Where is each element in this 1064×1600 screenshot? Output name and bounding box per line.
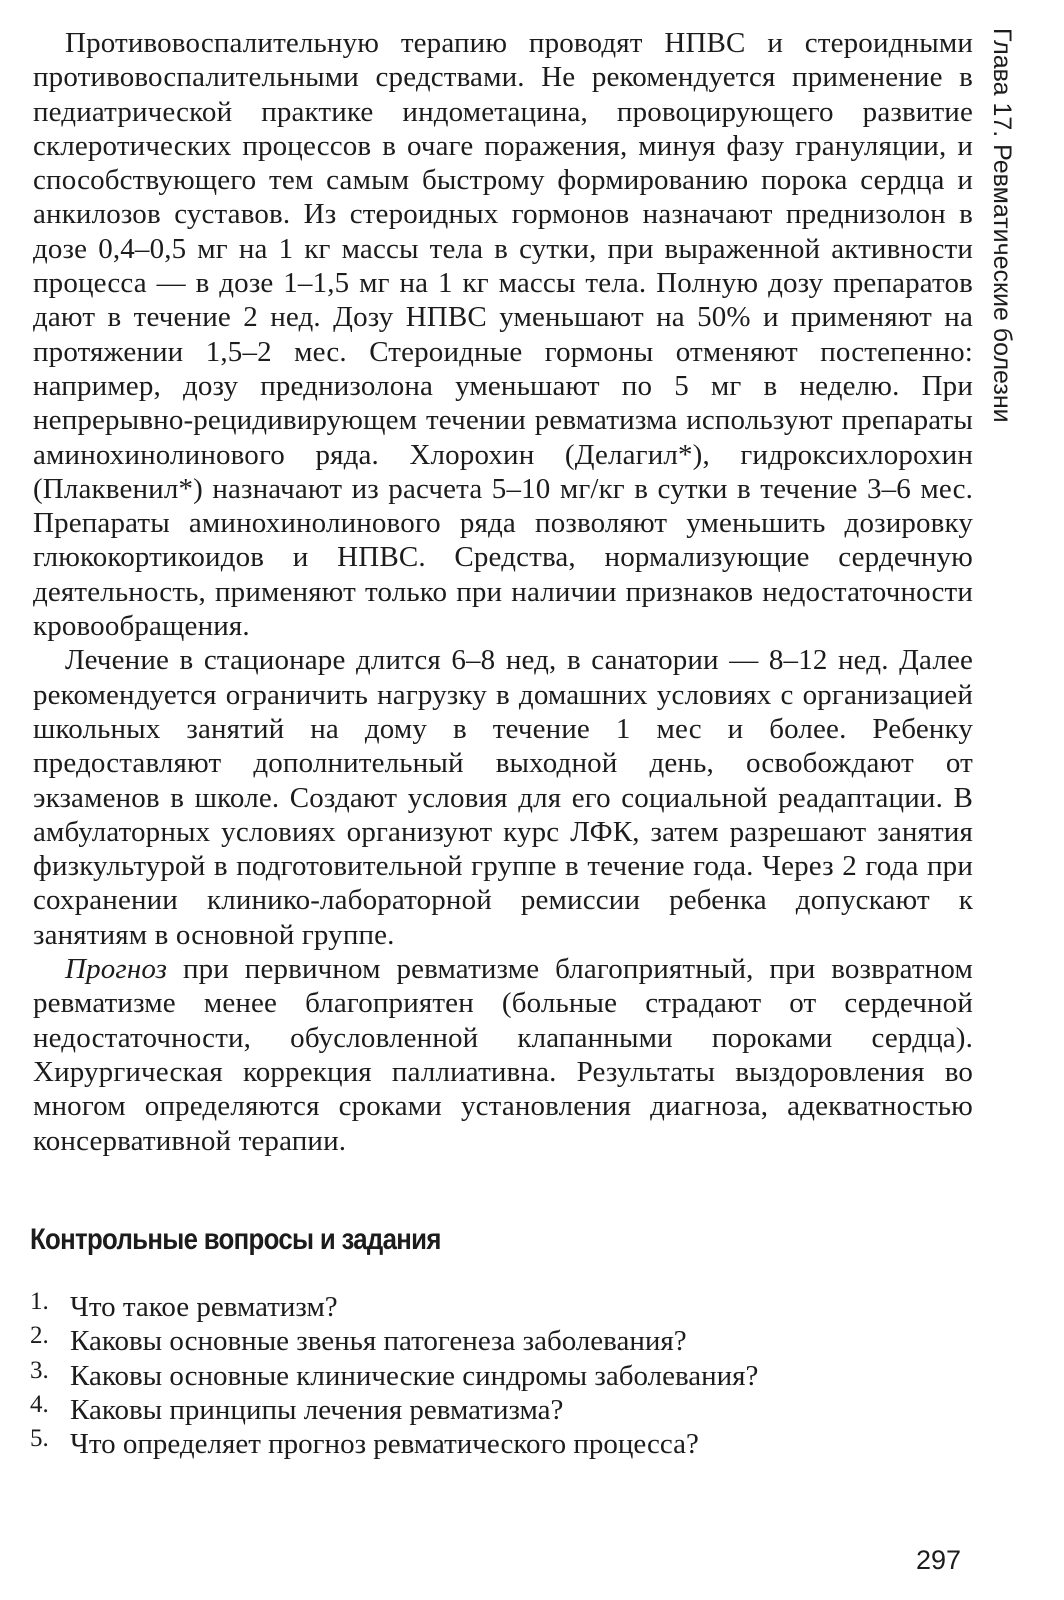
- list-item-text: Каковы основные клинические синдромы заболевания?: [70, 1359, 759, 1392]
- section-heading: Контрольные вопросы и задания: [30, 1223, 441, 1256]
- list-item: [30, 1356, 930, 1393]
- list-item-number: 3.: [30, 1356, 49, 1384]
- list-item-number: 5.: [30, 1425, 49, 1453]
- list-item: [30, 1427, 930, 1461]
- list-item-text: Что такое ревматизм?: [70, 1291, 338, 1323]
- running-head: Глава 17. Ревматические болезни: [988, 28, 1016, 423]
- body-text: [33, 26, 973, 1158]
- paragraph-text: при первичном ревматизме благоприятный, при возвратном ревматизме менее благоприятен (больные страдают от сердечной недостаточности, обусловленной клапанными пороками сердца). Хирургическая коррекция паллиативна. Результаты выздоровления во многом определяются сроками установления диагноза, адекватностью консервативной терапии.: [33, 953, 973, 1157]
- questions-list: [30, 1290, 930, 1461]
- paragraph-prognosis: [33, 952, 973, 1158]
- paragraph-lead-prognosis: Прогноз: [65, 953, 168, 986]
- page-number: 297: [916, 1545, 962, 1575]
- list-item: [30, 1390, 930, 1427]
- paragraph-treatment-duration: [33, 643, 973, 952]
- paragraph-text: Противовоспалительную терапию проводят НПВС и стероидными противовоспалительными средствами. Не рекомендуется применение в педиатрической практике индометацина, провоцирующего развитие склеротических процессов в очаге поражения, минуя фазу грануляции, и способствующего тем самым быстрому формированию порока сердца и анкилозов суставов. Из стероидных гормонов назначают преднизолон в дозе 0,4–0,5 мг на 1 кг массы тела в сутки, при выраженной активности процесса — в дозе 1–1,5 мг на 1 кг массы тела. Полную дозу препаратов дают в течение 2 нед. Дозу НПВС уменьшают на 50% и применяют на протяжении 1,5–2 мес. Стероидные гормоны отменяют постепенно: например, дозу преднизолона уменьшают по 5 мг в неделю. При непрерывно-рецидивирующем течении ревматизма используют препараты аминохинолинового ряда. Хлорохин (Делагил*), гидроксихлорохин (Плаквенил*) назначают из расчета 5–10 мг/кг в сутки в течение 3–6 мес. Препараты аминохинолинового ряда позволяют уменьшить дозировку глюкокортикоидов и НПВС. Средства, нормализующие сердечную деятельность, применяют только при наличии признаков недостаточности кровообращения.: [33, 27, 973, 643]
- list-item-text: Каковы основные звенья патогенеза заболевания?: [70, 1325, 687, 1358]
- list-item-number: 1.: [30, 1288, 49, 1315]
- list-item: [30, 1290, 930, 1324]
- list-item-text: Что определяет прогноз ревматического процесса?: [70, 1428, 699, 1461]
- list-item-text: Каковы принципы лечения ревматизма?: [70, 1393, 564, 1426]
- paragraph-text: Лечение в стационаре длится 6–8 нед, в санатории — 8–12 нед. Далее рекомендуется ограничить нагрузку в домашних условиях с организацией школьных занятий на дому в течение 1 мес и более. Ребенку предоставляют дополнительный выходной день, освобождают от экзаменов в школе. Создают условия для его социальной реадаптации. В амбулаторных условиях организуют курс ЛФК, затем разрешают занятия физкультурой в подготовительной группе в течение года. Через 2 года при сохранении клинико-лабораторной ремиссии ребенка допускают к занятиям в основной группе.: [33, 644, 973, 951]
- paragraph-therapy: [33, 26, 973, 643]
- list-item: [30, 1324, 930, 1358]
- list-item-number: 4.: [30, 1390, 49, 1418]
- list-item-number: 2.: [30, 1322, 49, 1350]
